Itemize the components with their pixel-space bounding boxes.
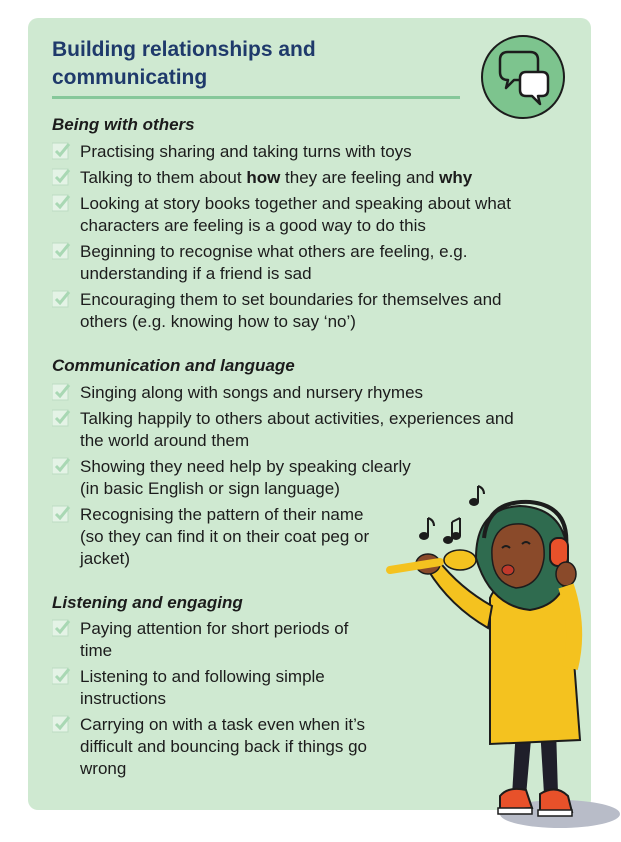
checkmark-icon (52, 618, 72, 638)
checkmark-icon (52, 714, 72, 734)
checkmark-icon (52, 241, 72, 261)
list-item: Looking at story books together and speaking about what characters are feeling is a good way to do this (52, 193, 532, 237)
list-item: Singing along with songs and nursery rhymes (52, 382, 532, 404)
checkmark-icon (52, 456, 72, 476)
checkmark-icon (52, 167, 72, 187)
title-line-1: Building relationships and (52, 38, 316, 61)
checkmark-icon (52, 382, 72, 402)
child-singing-illustration (380, 478, 620, 840)
list-item: Encouraging them to set boundaries for themselves and others (e.g. knowing how to say ‘no’) (52, 289, 532, 333)
checkmark-icon (52, 141, 72, 161)
section-heading-being-with-others: Being with others (52, 115, 195, 134)
checkmark-icon (52, 504, 72, 524)
checkmark-icon (52, 193, 72, 213)
checkmark-icon (52, 289, 72, 309)
list-item: Talking to them about how they are feeling and why (52, 167, 532, 189)
list-item: Paying attention for short periods of time (52, 618, 380, 662)
title-line-2: communicating (52, 66, 208, 89)
page-title (52, 36, 316, 92)
title-divider (52, 96, 460, 99)
list-item: Recognising the pattern of their name (so they can find it on their coat peg or jacket) (52, 504, 380, 570)
list-item: Practising sharing and taking turns with toys (52, 141, 532, 163)
checkmark-icon (52, 666, 72, 686)
being-with-others-list (52, 141, 532, 337)
list-item: Talking happily to others about activities, experiences and the world around them (52, 408, 532, 452)
section-heading-listening: Listening and engaging (52, 593, 243, 612)
music-note-icon (420, 486, 484, 543)
section-heading-communication: Communication and language (52, 356, 295, 375)
list-item: Carrying on with a task even when it’s difficult and bouncing back if things go wrong (52, 714, 380, 780)
list-item: Listening to and following simple instructions (52, 666, 380, 710)
list-item: Showing they need help by speaking clearly (in basic English or sign language) (52, 456, 420, 500)
speech-bubbles-icon (480, 34, 566, 120)
list-item: Beginning to recognise what others are feeling, e.g. understanding if a friend is sad (52, 241, 532, 285)
checkmark-icon (52, 408, 72, 428)
